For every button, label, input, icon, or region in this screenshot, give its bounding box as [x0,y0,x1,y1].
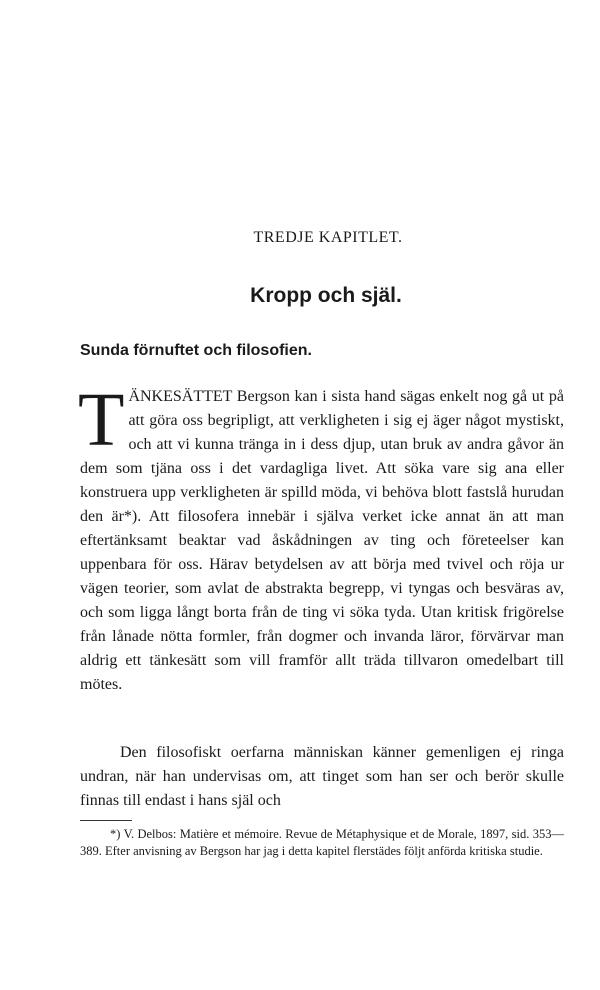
footnote-divider [80,820,132,821]
footnote: *) V. Delbos: Matière et mémoire. Revue de Métaphysique et de Morale, 1897, sid. 353—389. Efter anvisning av Bergson har jag i detta kapitel flerstädes följt anförda kritiska studie. [80,827,564,858]
paragraph-second: Den filosofiskt oerfarna människan känner gemenligen ej ringa undran, när han undervisas om, att tinget som han ser och berör skulle finnas till endast i hans själ och [80,744,564,809]
drop-cap: T [78,378,125,462]
book-page [80,0,564,990]
paragraph-first [78,378,564,697]
chapter-title: Kropp och själ. [250,284,402,307]
section-title: Sunda förnuftet och filosofien. [80,342,312,359]
chapter-label: TREDJE KAPITLET. [253,229,403,246]
paragraph-first-text: ÄNKESÄTTET Bergson kan i sista hand sägas enkelt nog gå ut på att göra oss begripligt, att verkligheten i sig ej äger något mystiskt, och att vi kunna tränga in i dess djup, utan bruk av andra gåvor än dem som tjäna oss i det vardagliga livet. Att söka vare sig ana eller konstruera upp verkligheten är spilld möda, vi behöva blott fastslå hurudan den är*). Att filosofera innebär i själva verket icke annat än att man eftertänksamt beaktar vad åskådningen av ting och företeelser kan uppenbara för oss. Härav betydelsen av att börja med tvivel och röja ur vägen teorier, som avlat de abstrakta begrepp, vi tyngas och besväras av, och som ligga långt borta från de ting vi söka tyda. Utan kritisk frigörelse från lånade nötta formler, från dogmer och invanda läror, förvärvar man aldrig ett tänkesätt som vill framför allt träda tillvaron omedelbart till mötes. [80,388,564,693]
